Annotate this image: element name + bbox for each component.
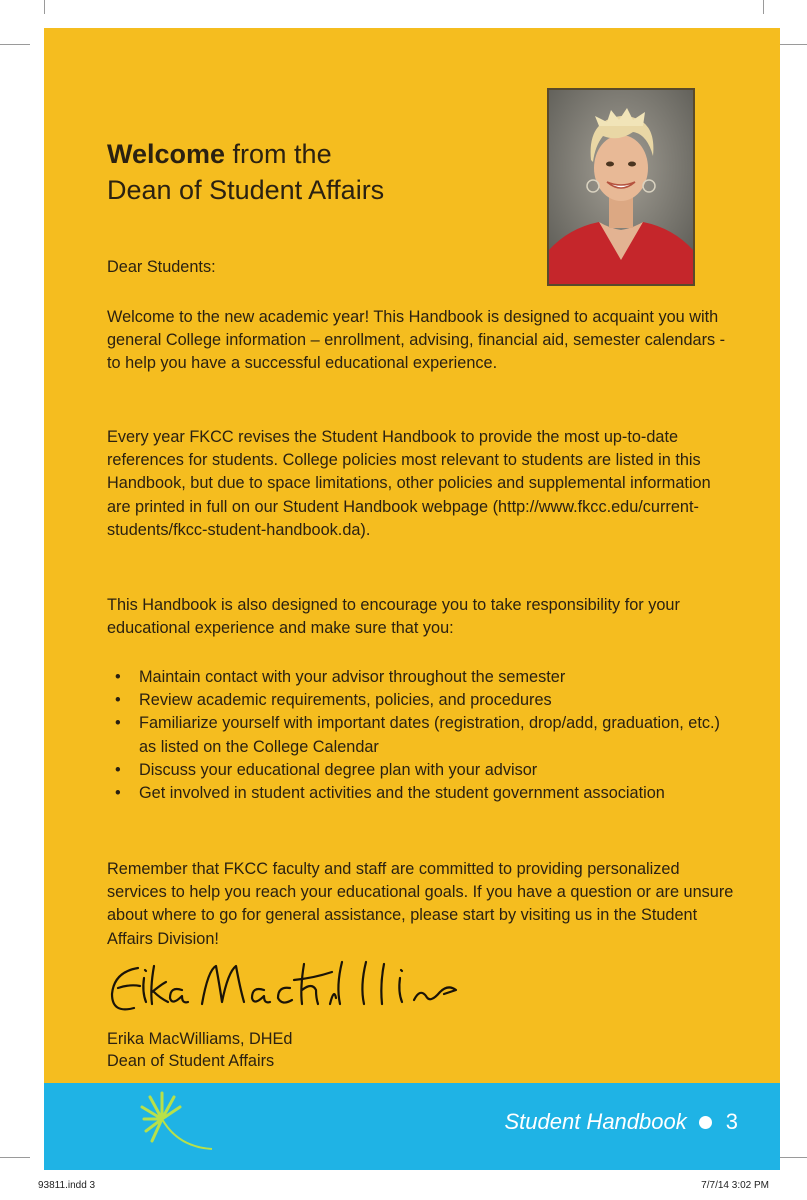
responsibility-paragraph: This Handbook is also designed to encourage you to take responsibility for your educational experience and make sure that you:	[107, 596, 680, 638]
footer-handbook-label: Student Handbook	[504, 1109, 687, 1134]
bullet-glyph: •	[115, 691, 121, 710]
crop-mark	[0, 44, 30, 45]
title-line2: Dean of Student Affairs	[107, 175, 385, 205]
bullet-glyph: •	[115, 668, 121, 686]
handwritten-signature	[104, 958, 464, 1023]
crop-mark	[44, 0, 45, 14]
slug-datetime: 7/7/14 3:02 PM	[701, 1180, 769, 1191]
bullet-glyph: •	[115, 784, 121, 803]
footer-title	[504, 1109, 738, 1135]
list-item: • Maintain contact with your advisor throughout the semester	[107, 666, 737, 689]
closing-paragraph: Remember that FKCC faculty and staff are committed to providing personalized services to help you reach your educational goals. If you have a question or are unsure about where to go for general assistance, please start by visiting us in the Student Affairs Division!	[107, 860, 734, 948]
crop-mark	[763, 0, 764, 14]
page-title	[107, 136, 384, 208]
revision-paragraph: Every year FKCC revises the Student Handbook to provide the most up-to-date references for students. College policies most relevant to students are listed in this Handbook, but due to space limitations, other policies and supplemental information are printed in full on our Student Handbook webpage (http://www.fkcc.edu/current-students/fkcc-student-handbook.da).	[107, 428, 711, 539]
title-rest: from the	[225, 139, 332, 169]
signer-name: Erika MacWilliams, DHEd	[107, 1030, 293, 1048]
crop-mark	[0, 1157, 30, 1158]
responsibility-list	[107, 666, 737, 805]
signature-image	[104, 958, 464, 1018]
intro-paragraph: Welcome to the new academic year! This Handbook is designed to acquaint you with general College information – enrollment, advising, financial aid, semester calendars - to help you have a successful educational experience.	[107, 308, 726, 373]
palm-logo-icon	[136, 1089, 216, 1153]
title-bold: Welcome	[107, 139, 226, 169]
crop-mark	[777, 44, 807, 45]
slug-filename: 93811.indd 3	[38, 1180, 96, 1191]
list-item: • Discuss your educational degree plan with your advisor	[107, 759, 737, 782]
salutation: Dear Students:	[107, 258, 216, 276]
list-item: • Review academic requirements, policies, and procedures	[107, 689, 737, 712]
list-item: • Familiarize yourself with important dates (registration, drop/add, graduation, etc.) as listed on the College Calendar	[115, 714, 720, 756]
footer-bullet-icon	[699, 1116, 712, 1129]
bullet-glyph: •	[115, 760, 121, 779]
signer-role: Dean of Student Affairs	[107, 1052, 275, 1070]
bullet-glyph: •	[115, 714, 121, 733]
footer-band	[44, 1083, 780, 1170]
list-item: • Get involved in student activities and the student government association	[107, 782, 737, 805]
handbook-page	[44, 28, 780, 1170]
dean-portrait-image	[549, 90, 693, 284]
page-number: 3	[725, 1109, 738, 1134]
crop-mark	[777, 1157, 807, 1158]
